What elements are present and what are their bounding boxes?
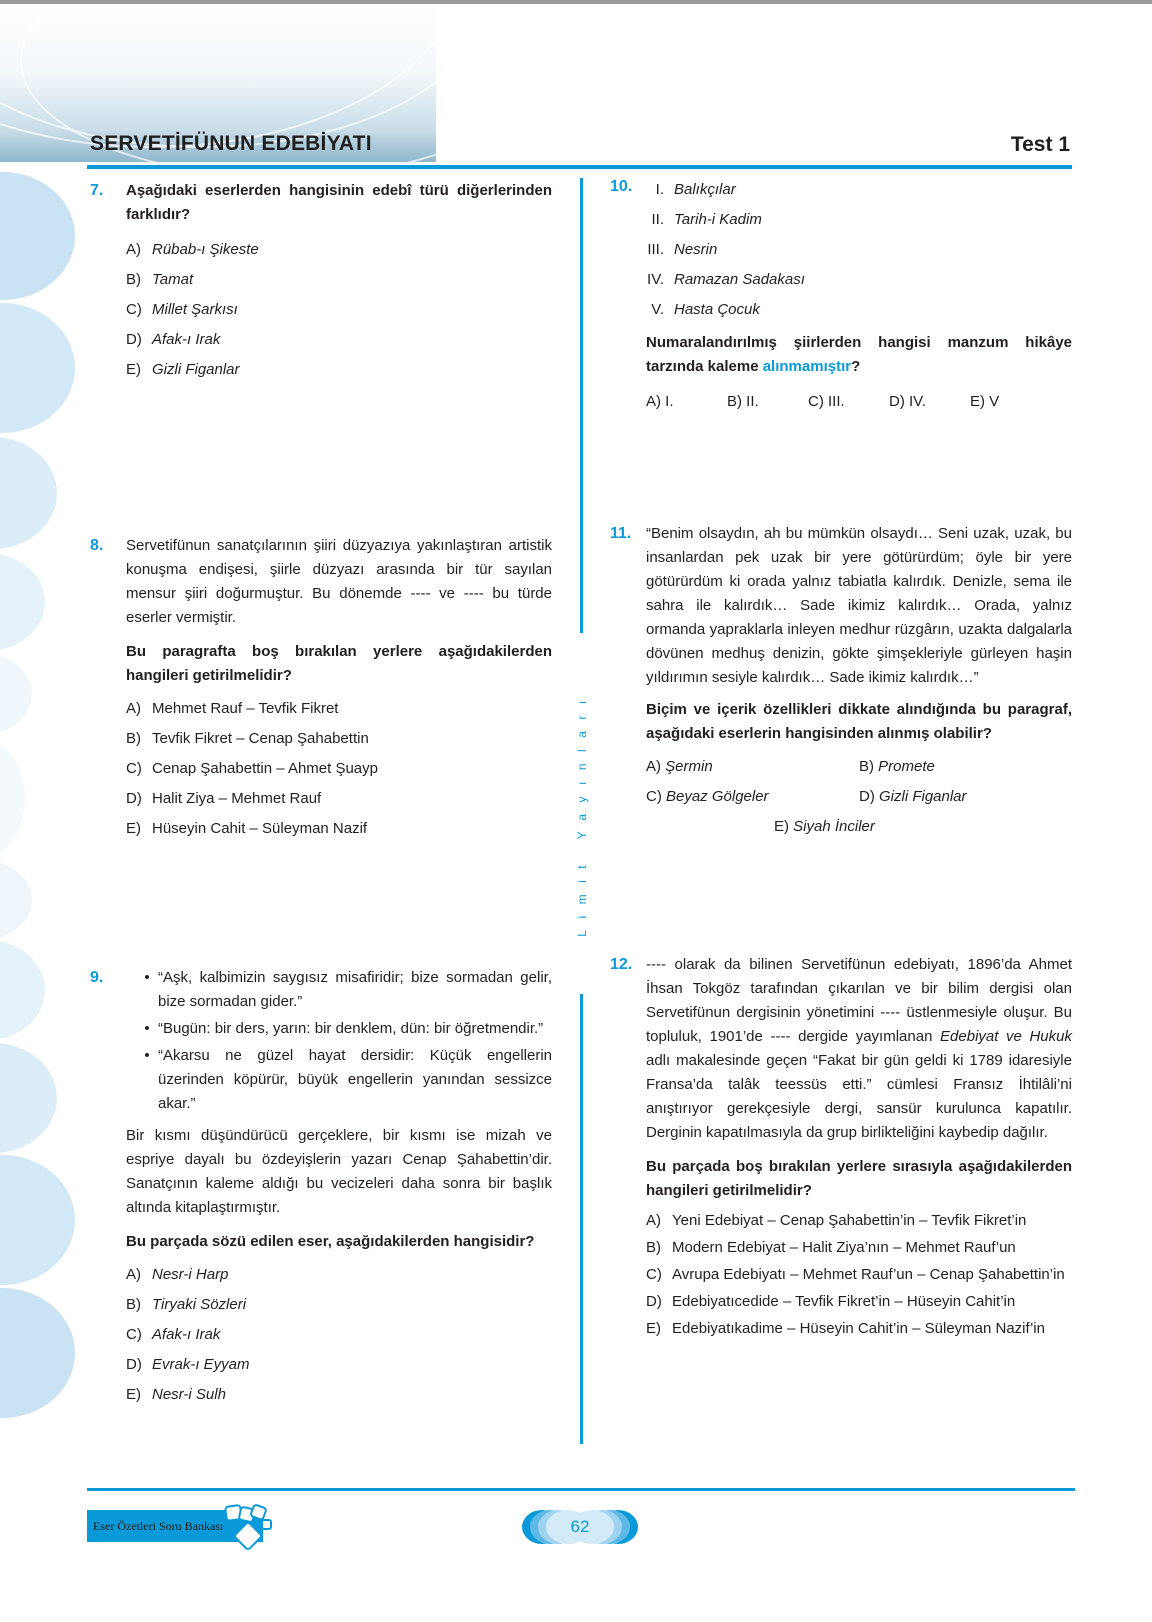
option-text: Siyah İnciler [793,818,875,835]
option-letter: E) [126,361,141,378]
answer-option[interactable] [126,724,552,754]
option-letter: D) [126,790,142,807]
roman-item [628,175,1072,205]
option-text: Gizli Figanlar [879,788,967,805]
side-brand-text: Limit Yayınları [575,689,589,937]
poem-title: Tarih-i Kadim [674,211,762,228]
question-stem: Bu parçada boş bırakılan yerlere sırasıyla aşağıdakilerden hangileri getirilmelidir? [646,1158,1072,1199]
option-text: Nesr-i Harp [152,1266,229,1283]
option-letter: C) [646,1266,662,1283]
roman-item [628,205,1072,235]
decor-bubble [0,437,57,549]
question-stem-text: Numaralandırılmış şiirlerden hangisi manzum hikâye tarzında kaleme [646,334,1072,375]
answer-option[interactable] [126,295,552,325]
answer-option[interactable] [646,390,727,414]
option-letter: C) [126,760,142,777]
option-text: Evrak-ı Eyyam [152,1356,250,1373]
question-9 [90,966,552,1410]
option-letter: D) [889,393,905,410]
option-text: Afak-ı Irak [152,331,221,348]
question-stem [646,331,1072,379]
option-letter: E) [646,1320,661,1337]
question-stem: Aşağıdaki eserlerden hangisinin edebî türü diğerlerinden farklıdır? [126,182,552,223]
answer-option[interactable] [126,754,552,784]
poem-title: Hasta Çocuk [674,301,760,318]
options-grid [646,752,1072,842]
decor-bubble [0,736,25,861]
quote-bullets [136,966,552,1116]
answer-option[interactable] [126,694,552,724]
options-row [646,812,1072,842]
footer-rule [87,1488,1075,1491]
option-text: Beyaz Gölgeler [666,788,769,805]
side-brand [570,682,594,944]
roman-item [628,235,1072,265]
quote-text: “Bugün: bir ders, yarın: bir denklem, dün: bir öğretmendir.” [158,1020,544,1037]
answer-option[interactable] [126,1320,552,1350]
option-text: I. [665,393,674,410]
option-text: Şermin [665,758,713,775]
option-letter: A) [646,393,661,410]
option-letter: D) [126,331,142,348]
question-number: 12. [610,956,633,973]
option-letter: D) [859,788,875,805]
options-list [646,1209,1072,1341]
roman-numeral: II. [651,211,664,228]
roman-numeral: I. [655,181,664,198]
question-number: 8. [90,537,104,554]
decor-bubble [0,860,32,940]
question-stem: Biçim ve içerik özellikleri dikkate alındığında bu paragraf, aşağıdaki eserlerin hangisinden alınmış olabilir? [646,701,1072,742]
options-list [126,1260,552,1410]
option-letter: B) [859,758,874,775]
page-title: SERVETİFÜNUN EDEBİYATI [90,132,372,155]
options-row [646,752,1072,782]
column-divider [580,994,583,1444]
question-7 [90,179,552,385]
option-letter: C) [126,1326,142,1343]
question-passage [646,953,1072,1145]
question-8 [90,534,552,844]
answer-option[interactable] [126,1260,552,1290]
option-letter: B) [126,1296,141,1313]
option-text: Modern Edebiyat – Halit Ziya’nın – Mehmet Rauf’un [672,1239,1016,1256]
question-stem-emphasis: alınmamıştır [762,358,852,375]
option-letter: B) [727,393,742,410]
option-letter: A) [646,758,661,775]
quote-item [136,1017,552,1041]
roman-item [628,265,1072,295]
answer-option[interactable] [646,1317,1072,1341]
option-text: Millet Şarkısı [152,301,238,318]
question-passage: Servetifünun sanatçılarının şiiri düzyazıya yakınlaştıran artistik konuşma endişesi, şiirle düzyazı arasında bir tür sayılan mensur şiiri doğurmuştur. Bu dönemde ---- ve ---- bu türde eserler vermiştir. [126,537,552,626]
option-letter: B) [126,271,141,288]
bullet-icon: • [144,1020,150,1037]
option-letter: E) [126,820,141,837]
option-letter: E) [126,1386,141,1403]
decor-bubble [0,553,45,651]
answer-option[interactable] [646,755,859,779]
answer-option[interactable] [727,390,808,414]
squares-logo-icon [222,1502,284,1558]
decor-bubble [0,940,45,1040]
option-text: Edebiyatıcedide – Tevfik Fikret’in – Hüseyin Cahit’in [672,1293,1016,1310]
answer-option[interactable] [126,265,552,295]
question-stem: Bu parçada sözü edilen eser, aşağıdakilerden hangisidir? [126,1233,535,1250]
option-text: Tamat [152,271,194,288]
answer-option[interactable] [126,1380,552,1410]
question-stem: Bu paragrafta boş bırakılan yerlere aşağıdakilerden hangileri getirilmelidir? [126,643,552,684]
answer-option[interactable] [859,755,1072,779]
question-12 [610,953,1072,1344]
answer-option[interactable] [808,390,889,414]
option-text: Mehmet Rauf – Tevfik Fikret [152,700,339,717]
answer-option[interactable] [126,235,552,265]
option-text: II. [746,393,759,410]
decor-bubble [0,303,75,433]
poem-title: Nesrin [674,241,718,258]
bullet-icon: • [144,969,150,986]
option-text: Promete [878,758,935,775]
question-number: 10. [610,178,633,195]
header-rule [87,165,1072,169]
answer-option[interactable] [126,1290,552,1320]
option-text: Gizli Figanlar [152,361,240,378]
options-row [646,782,1072,812]
roman-list [628,175,1072,325]
option-letter: C) [126,301,142,318]
option-text: Avrupa Edebiyatı – Mehmet Rauf’un – Cenap Şahabettin’in [672,1266,1065,1283]
option-text: Halit Ziya – Mehmet Rauf [152,790,322,807]
answer-option[interactable] [646,1236,1072,1260]
options-list [126,235,552,385]
option-text: Nesr-i Sulh [152,1386,226,1403]
option-letter: A) [646,1212,661,1229]
option-text: Tevfik Fikret – Cenap Şahabettin [152,730,369,747]
footer-book-title: Eser Özetleri Soru Bankası [87,1510,263,1542]
poem-title: Ramazan Sadakası [674,271,805,288]
answer-option[interactable] [970,390,1051,414]
option-text: Hüseyin Cahit – Süleyman Nazif [152,820,368,837]
answer-option[interactable] [889,390,970,414]
answer-option[interactable] [859,785,1072,809]
question-stem-suffix: ? [851,358,861,375]
answer-option[interactable] [646,785,859,809]
option-text: IV. [909,393,926,410]
decor-bubble [0,172,75,300]
roman-numeral: III. [647,241,664,258]
option-letter: D) [646,1293,662,1310]
option-text: III. [828,393,845,410]
roman-numeral: V. [651,301,664,318]
option-letter: C) [646,788,662,805]
option-letter: B) [646,1239,661,1256]
decor-bubble [0,1288,75,1418]
option-text: Cenap Şahabettin – Ahmet Şuayp [152,760,378,777]
option-letter: A) [126,241,141,258]
option-letter: A) [126,700,141,717]
answer-option[interactable] [774,815,875,839]
question-number: 7. [90,182,104,199]
answer-option[interactable] [126,784,552,814]
option-text: Rübab-ı Şikeste [152,241,259,258]
answer-option[interactable] [126,1350,552,1380]
answer-option[interactable] [126,355,552,385]
bullet-icon: • [144,1047,150,1064]
quote-text: “Aşk, kalbimizin saygısız misafiridir; bize sormadan gelir, bize sormadan gider.” [158,969,552,1010]
roman-numeral: IV. [647,271,664,288]
option-text: Tiryaki Sözleri [152,1296,247,1313]
column-divider [580,178,583,633]
answer-option[interactable] [126,325,552,355]
test-label: Test 1 [1010,133,1070,156]
question-10 [610,175,1072,417]
roman-item [628,295,1072,325]
option-text: V [989,393,1000,410]
question-passage: “Benim olsaydın, ah bu mümkün olsaydı… Seni uzak, uzak, bu insanlardan pek uzak bir yere götürürdüm; öyle bir yere götürürdüm ki orada yalnız tabiatla kalırdık. Denizle, sema ile sahra ile kalırdık… Sade ikimiz kalırdık… Orada, yalnız ormanda yapraklarla inleyen medhur rüzgârın, uzakta dalgalarla dövünen medhuş denizin, gökte şimşekleriyle gürleyen haşin yıldırımın sesiyle kalırdık… Sade ikimiz kalırdık…” [646,525,1072,686]
quote-item [136,966,552,1014]
option-letter: B) [126,730,141,747]
question-passage: Bir kısmı düşündürücü gerçeklere, bir kısmı ise mizah ve espriye dayalı bu özdeyişlerin yazarı Cenap Şahabettin’dir. Sanatçının kaleme aldığı bu vecizeleri daha sonra bir başlık altında kitaplaştırmıştır. [126,1127,552,1216]
quote-text: “Akarsu ne güzel hayat dersidir: Küçük engellerin üzerinden köpürür, büyük engellerin yanından sessizce akar.” [158,1047,552,1112]
question-number: 9. [90,969,104,986]
decor-bubble [0,653,32,735]
decor-bubble [0,1043,57,1153]
poem-title: Balıkçılar [674,181,736,198]
option-letter: E) [970,393,985,410]
options-row [646,387,1072,417]
answer-option[interactable] [126,814,552,844]
answer-option[interactable] [646,1290,1072,1314]
passage-article-title: Edebiyat ve Hukuk [940,1028,1072,1045]
option-letter: D) [126,1356,142,1373]
option-letter: A) [126,1266,141,1283]
passage-text: adlı makalesinde geçen “Fakat bir gün geldi ki 1789 idaresiyle Fransa’da talâk teessüs etti.” cümlesi Fransız İhtilâli’ni anıştırıyor gerekçesiyle dergi, sansür kurulunca kapatılır. Derginin kapatılmasıyla da grup birlikteliğini kaybedip dağılır. [646,1052,1072,1141]
question-number: 11. [610,525,632,542]
option-text: Edebiyatıkadime – Hüseyin Cahit’in – Süleyman Nazif’in [672,1320,1045,1337]
option-text: Afak-ı Irak [152,1326,221,1343]
answer-option[interactable] [646,1209,1072,1233]
answer-option[interactable] [646,1263,1072,1287]
option-letter: E) [774,818,789,835]
quote-item [136,1044,552,1116]
option-text: Yeni Edebiyat – Cenap Şahabettin’in – Tevfik Fikret’in [672,1212,1027,1229]
decor-bubble [0,1155,75,1285]
page-number: 62 [570,1517,590,1536]
options-list [126,694,552,844]
passage-text: ---- olarak da bilinen Servetifünun edebiyatı, 1896’da Ahmet İhsan Tokgöz tarafından çıkarılan ve bir bilim dergisi olan Servetifünun dergisinin yönetimini ---- üstlenmesiyle oluşur. Bu topluluk, 1901’de ---- dergide yayımlanan [646,956,1072,1045]
option-letter: C) [808,393,824,410]
question-11 [610,522,1072,842]
